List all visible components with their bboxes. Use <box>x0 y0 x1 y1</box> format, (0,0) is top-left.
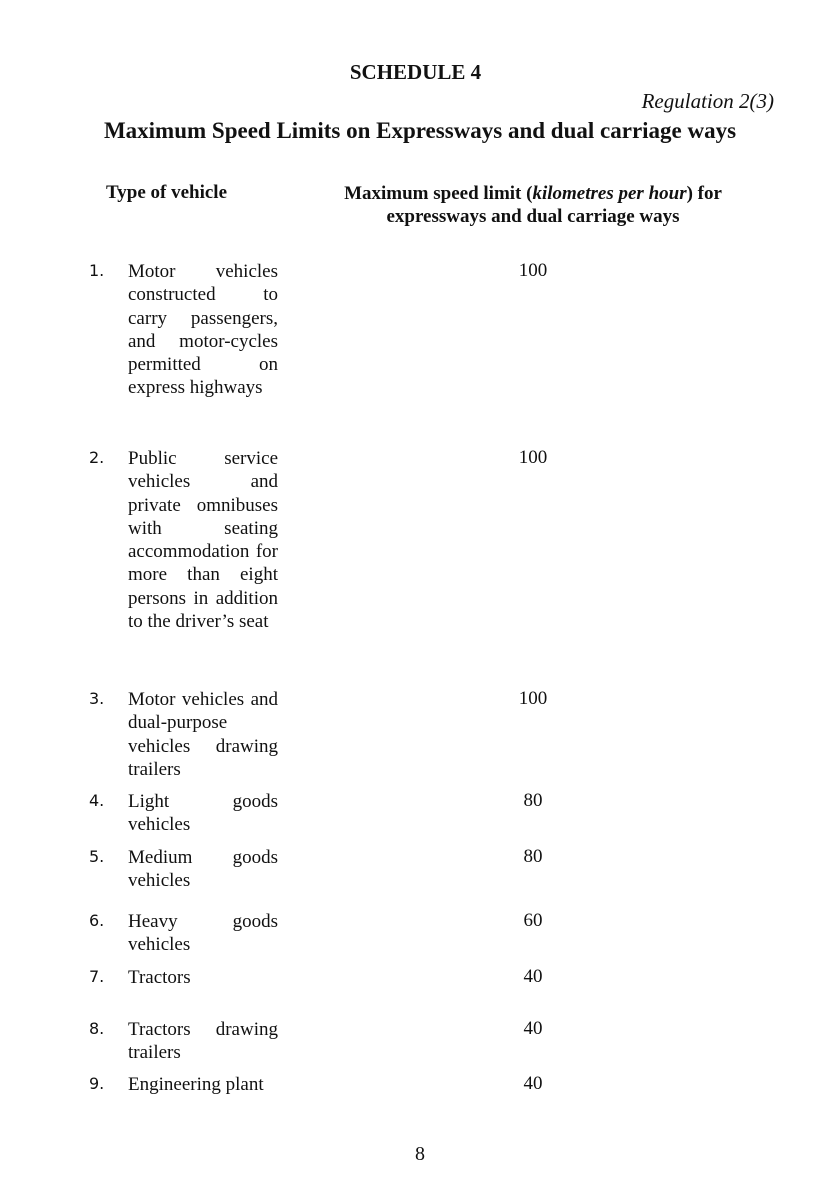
row-number: 7. <box>89 967 105 986</box>
vehicle-type: Light goods vehicles <box>128 791 278 836</box>
vehicle-type: Motor vehicles and dual-purpose vehicles drawing trailers <box>128 689 278 780</box>
column-header-type: Type of vehicle <box>106 182 228 203</box>
row-number: 5. <box>89 847 105 866</box>
speed-limit: 40 <box>523 1073 543 1094</box>
page-number: 8 <box>415 1143 425 1165</box>
vehicle-type: Motor vehicles constructed to carry passengers, and motor-cycles permitted on express highways <box>128 261 278 399</box>
row-number: 9. <box>89 1074 105 1093</box>
vehicle-type: Tractors <box>128 967 191 988</box>
page-title: Maximum Speed Limits on Expressways and dual carriage ways <box>103 118 737 143</box>
regulation-reference: Regulation 2(3) <box>641 89 774 113</box>
column-header-speed-suffix: ) for <box>686 183 722 204</box>
speed-limit: 100 <box>518 260 548 281</box>
speed-limit: 40 <box>523 966 543 987</box>
schedule-title: SCHEDULE 4 <box>349 60 482 84</box>
row-number: 6. <box>89 911 105 930</box>
column-header-speed-line2: expressways and dual carriage ways <box>386 206 680 227</box>
column-header-speed <box>296 182 770 228</box>
speed-limit: 80 <box>523 846 543 867</box>
vehicle-type: Public service vehicles and private omnibuses with seating accommodation for more than eight persons in addition to the driver’s seat <box>128 448 278 633</box>
row-number: 3. <box>89 689 105 708</box>
vehicle-type: Medium goods vehicles <box>128 847 278 892</box>
speed-limit: 100 <box>518 688 548 709</box>
vehicle-type: Tractors drawing trailers <box>128 1019 278 1064</box>
row-number: 4. <box>89 791 105 810</box>
row-number: 1. <box>89 261 105 280</box>
speed-limit: 40 <box>523 1018 543 1039</box>
column-header-speed-prefix: Maximum speed limit ( <box>344 183 533 204</box>
vehicle-type: Heavy goods vehicles <box>128 911 278 956</box>
speed-limit: 100 <box>518 447 548 468</box>
row-number: 8. <box>89 1019 105 1038</box>
speed-limit: 60 <box>523 910 543 931</box>
column-header-speed-unit: kilometres per hour <box>532 183 687 204</box>
row-number: 2. <box>89 448 105 467</box>
vehicle-type: Engineering plant <box>128 1074 264 1095</box>
speed-limit: 80 <box>523 790 543 811</box>
